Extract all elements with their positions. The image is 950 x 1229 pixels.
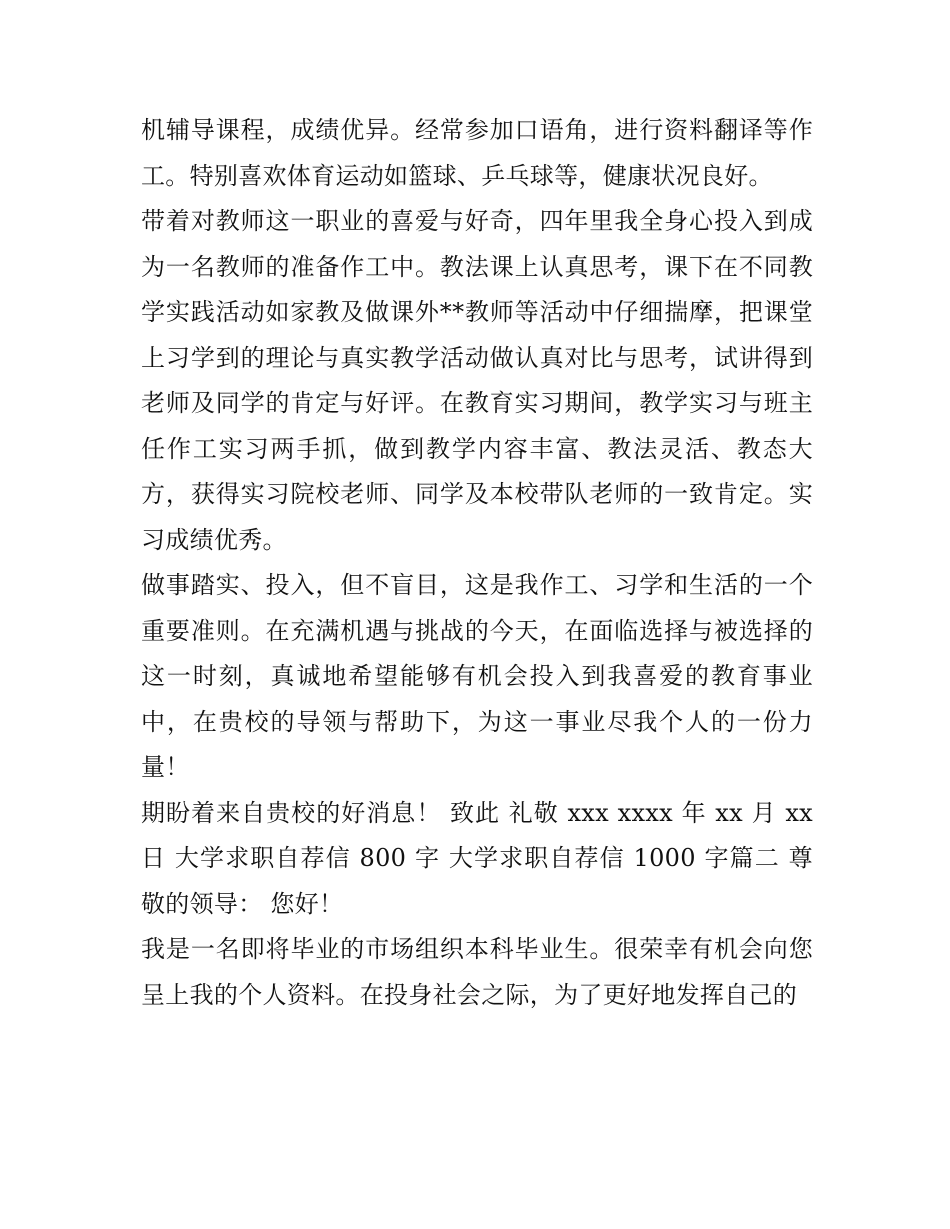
- paragraph-1: 机辅导课程，成绩优异。经常参加口语角，进行资料翻译等作工。特别喜欢体育运动如篮球、乒乓球等，健康状况良好。: [141, 116, 813, 190]
- paragraph-2: 带着对教师这一职业的喜爱与好奇，四年里我全身心投入到成为一名教师的准备作工中。教法课上认真思考，课下在不同教学实践活动如家教及做课外**教师等活动中仔细揣摩，把课堂上习学到的理论与真实教学活动做认真对比与思考，试讲得到老师及同学的肯定与好评。在教育实习期间，教学实习与班主任作工实习两手抓，做到教学内容丰富、教法灵活、教态大方，获得实习院校老师、同学及本校带队老师的一致肯定。实习成绩优秀。: [141, 207, 813, 554]
- paragraph-5: 我是一名即将毕业的市场组织本科毕业生。很荣幸有机会向您呈上我的个人资料。在投身社会之际，为了更好地发挥自己的: [141, 935, 813, 1009]
- paragraph-4: 期盼着来自贵校的好消息！ 致此 礼敬 xxx xxxx 年 xx 月 xx 日 大学求职自荐信 800 字 大学求职自荐信 1000 字篇二 尊敬的领导： 您好！: [141, 798, 813, 918]
- paragraph-3: 做事踏实、投入，但不盲目，这是我作工、习学和生活的一个重要准则。在充满机遇与挑战的今天，在面临选择与被选择的这一时刻，真诚地希望能够有机会投入到我喜爱的教育事业中，在贵校的导领与帮助下，为这一事业尽我个人的一份力量！: [141, 571, 813, 781]
- document-body: [141, 108, 813, 1018]
